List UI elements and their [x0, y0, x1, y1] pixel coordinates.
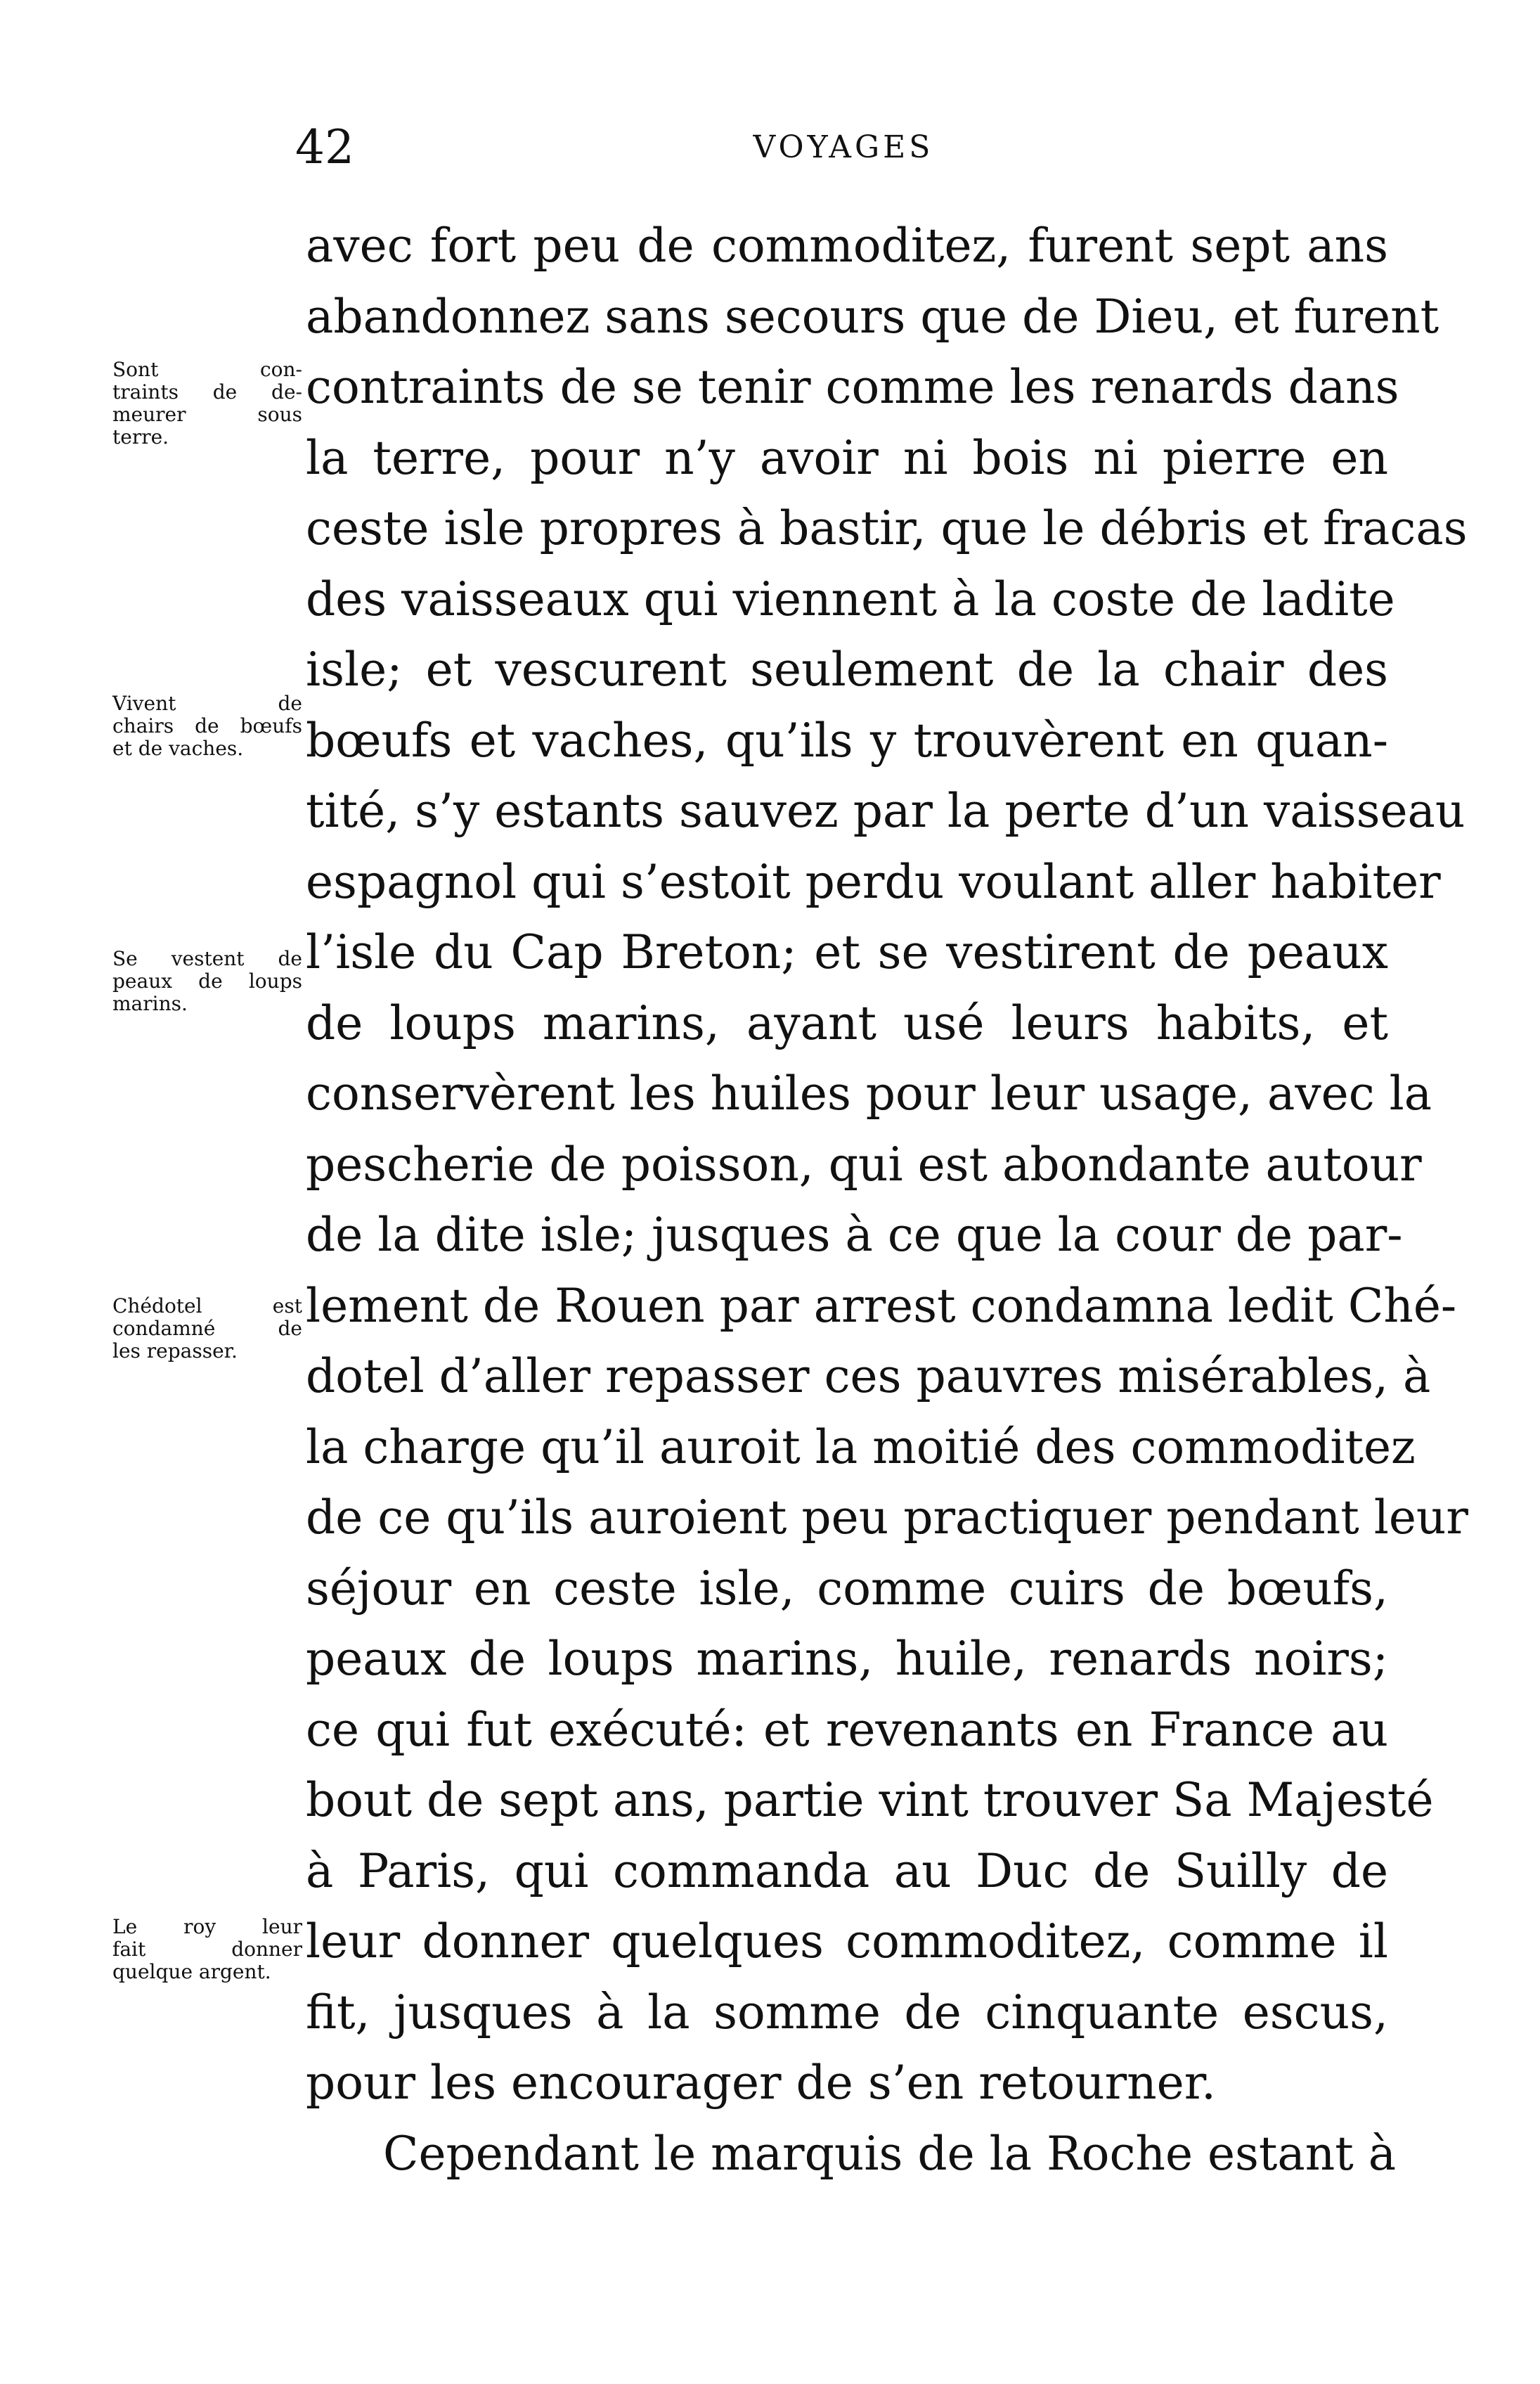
text-line: dotel d’aller repasser ces pauvres misérables, à	[306, 1349, 1431, 1403]
text-line: conservèrent les huiles pour leur usage, avec la	[306, 1067, 1432, 1121]
margin-note-line: Se vestent de	[112, 947, 302, 970]
margin-note-line: et de vaches.	[112, 737, 244, 760]
margin-note-line: terre.	[112, 425, 169, 449]
text-line: contraints de se tenir comme les renards dans	[306, 360, 1399, 414]
margin-note-line: condamné de	[112, 1317, 302, 1340]
page-number: 42	[295, 120, 354, 174]
text-line: bœufs et vaches, qu’ils y trouvèrent en quan-	[306, 713, 1388, 768]
text-line: abandonnez sans secours que de Dieu, et furent	[306, 289, 1439, 344]
margin-note-line: peaux de loups	[112, 969, 302, 993]
text-line: tité, s’y estants sauvez par la perte d’un vaisseau	[306, 784, 1465, 838]
text-line: leur donner quelques commoditez, comme il	[306, 1914, 1388, 1969]
margin-note-line: les repasser.	[112, 1339, 238, 1362]
margin-note	[112, 692, 302, 760]
margin-note-line: fait donner	[112, 1938, 302, 1961]
text-line: isle; et vescurent seulement de la chair des	[306, 643, 1388, 697]
margin-note	[112, 948, 302, 1015]
text-line: bout de sept ans, partie vint trouver Sa Majesté	[306, 1773, 1434, 1827]
text-line: de loups marins, ayant usé leurs habits, et	[306, 996, 1388, 1050]
text-line: la charge qu’il auroit la moitié des commoditez	[306, 1419, 1416, 1474]
text-line: la terre, pour n’y avoir ni bois ni pierre en	[306, 430, 1388, 485]
page-header	[295, 116, 1392, 179]
text-line: ceste isle propres à bastir, que le débris et fracas	[306, 501, 1468, 555]
text-line: séjour en ceste isle, comme cuirs de bœufs,	[306, 1561, 1388, 1616]
text-line: à Paris, qui commanda au Duc de Suilly de	[306, 1843, 1388, 1898]
margin-note-line: traints de de-	[112, 380, 302, 404]
text-line: ce qui fut exécuté: et revenants en France au	[306, 1702, 1388, 1757]
margin-note-line: Sont con-	[112, 358, 302, 381]
text-line: espagnol qui s’estoit perdu voulant aller habiter	[306, 854, 1441, 909]
text-line: peaux de loups marins, huile, renards noirs;	[306, 1632, 1388, 1686]
text-line: avec fort peu de commoditez, furent sept ans	[306, 219, 1388, 273]
text-line: pescherie de poisson, qui est abondante autour	[306, 1137, 1422, 1192]
margin-note-line: meurer sous	[112, 403, 302, 426]
text-line: lement de Rouen par arrest condamna ledit Ché-	[306, 1278, 1457, 1333]
margin-note-line: Vivent de	[112, 692, 302, 715]
margin-note-line: Chédotel est	[112, 1294, 302, 1317]
text-line: fit, jusques à la somme de cinquante escus,	[306, 1985, 1388, 2040]
margin-note-line: chairs de bœufs	[112, 714, 302, 737]
margin-note	[112, 1295, 302, 1362]
margin-note-line: Le roy leur	[112, 1915, 302, 1938]
text-line: l’isle du Cap Breton; et se vestirent de peaux	[306, 925, 1388, 979]
text-line: pour les encourager de s’en retourner.	[306, 2056, 1216, 2110]
text-line: des vaisseaux qui viennent à la coste de ladite	[306, 572, 1395, 626]
main-text	[306, 211, 1468, 2189]
text-line: de ce qu’ils auroient peu practiquer pendant leur	[306, 1490, 1468, 1545]
margin-note-line: marins.	[112, 992, 188, 1015]
running-head: VOYAGES	[753, 129, 934, 165]
margin-note	[112, 1916, 302, 1983]
paragraph-start-line: Cependant le marquis de la Roche estant à	[383, 2126, 1397, 2181]
margin-note-line: quelque argent.	[112, 1960, 271, 1983]
text-line: de la dite isle; jusques à ce que la cour de par-	[306, 1208, 1403, 1262]
margin-note	[112, 359, 302, 449]
